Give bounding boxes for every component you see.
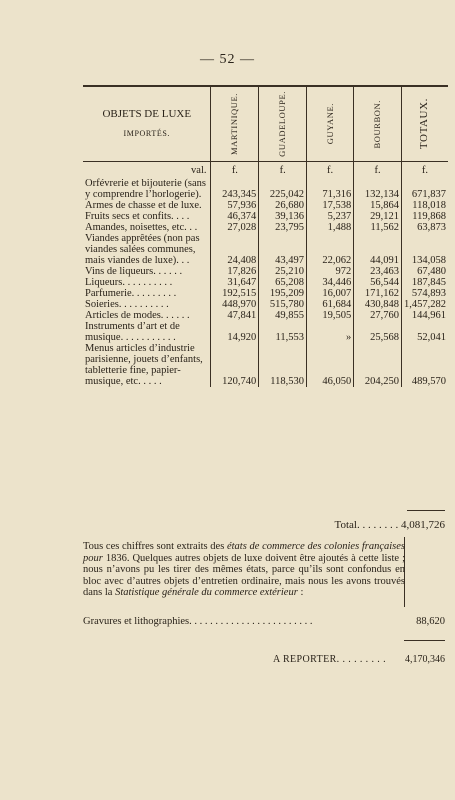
value-cell: 11,562	[354, 222, 402, 233]
row-total-cell: 671,837	[411, 189, 446, 200]
value-cell: 49,855	[259, 310, 307, 321]
value-cell: 515,780	[259, 299, 307, 310]
unit-cell: f.	[354, 162, 402, 179]
value-cell: 17,538	[307, 200, 354, 211]
value-cell: 25,210	[259, 266, 307, 277]
value-cell: 71,316	[307, 178, 354, 200]
value-cell: 204,250	[354, 343, 402, 387]
header-title-cell	[83, 86, 211, 162]
header-subtitle: IMPORTÉS.	[123, 129, 170, 138]
value-cell: 46,374	[211, 211, 259, 222]
total-rule	[407, 510, 445, 511]
gravures-value: 88,620	[416, 616, 445, 627]
units-row	[83, 162, 448, 179]
row-total-cell: 144,961	[411, 310, 446, 321]
value-cell: 972	[307, 266, 354, 277]
value-cell: 56,544	[354, 277, 402, 288]
value-cell: 25,568	[354, 321, 402, 343]
value-cell: 57,936	[211, 200, 259, 211]
unit-cell: f.	[421, 164, 429, 176]
table-body	[83, 178, 448, 387]
value-cell: 16,007	[307, 288, 354, 299]
column-header-guyane: GUYANE.	[307, 86, 354, 162]
unit-cell: f.	[259, 162, 307, 179]
value-cell: 23,795	[259, 222, 307, 233]
row-total-cell: 119,868	[412, 211, 446, 222]
value-cell: 132,134	[354, 178, 402, 200]
row-total-cell: 52,041	[417, 332, 446, 343]
luxury-imports-table	[83, 85, 448, 387]
value-cell: 27,760	[354, 310, 402, 321]
total-value: 4,081,726	[401, 519, 445, 531]
value-cell: 61,684	[307, 299, 354, 310]
row-total-cell: 67,480	[417, 266, 446, 277]
value-cell: 31,647	[211, 277, 259, 288]
column-header-martinique: MARTINIQUE.	[211, 86, 259, 162]
value-cell: 11,553	[259, 321, 307, 343]
header-title: OBJETS DE LUXE	[102, 108, 192, 120]
value-cell: 26,680	[259, 200, 307, 211]
report-rule	[404, 640, 445, 641]
row-label: Articles de modes. . . . . .	[83, 310, 211, 321]
column-header-guadeloupe: GUADELOUPE.	[259, 86, 307, 162]
value-cell: »	[307, 321, 354, 343]
value-cell: 225,042	[259, 178, 307, 200]
row-label: Menus articles d’industrie parisienne, jouets d’enfants, tabletterie fine, papier-musique, etc. . . . .	[83, 343, 211, 387]
value-cell: 47,841	[211, 310, 259, 321]
total-label: Total. . . . . . . .	[334, 519, 399, 531]
table-row	[83, 200, 448, 211]
value-cell: 65,208	[259, 277, 307, 288]
table-row	[83, 178, 448, 200]
table-row	[83, 233, 448, 266]
value-cell: 34,446	[307, 277, 354, 288]
value-cell: 44,091	[354, 233, 402, 266]
value-cell: 17,826	[211, 266, 259, 277]
row-total-cell: 63,873	[417, 222, 446, 233]
report-label: A REPORTER. . . . . . . . .	[273, 654, 386, 665]
units-label: val.	[83, 162, 211, 179]
value-cell: 15,864	[354, 200, 402, 211]
value-cell: 195,209	[259, 288, 307, 299]
report-line	[273, 654, 445, 665]
row-label: Viandes apprêtées (non pas viandes salées communes, mais viandes de luxe). . .	[83, 233, 211, 266]
row-label: Amandes, noisettes, etc. . .	[83, 222, 211, 233]
value-cell: 448,970	[211, 299, 259, 310]
value-cell: 120,740	[211, 343, 259, 387]
table-row	[83, 288, 448, 299]
row-total-cell: 1,457,282	[404, 299, 446, 310]
row-label: Soieries. . . . . . . . . .	[83, 299, 211, 310]
row-total-cell: 134,058	[411, 255, 446, 266]
value-cell: 5,237	[307, 211, 354, 222]
table-row	[83, 266, 448, 277]
row-label: Vins de liqueurs. . . . . .	[83, 266, 211, 277]
table-row	[83, 321, 448, 343]
table-row	[83, 277, 448, 288]
table-row	[83, 310, 448, 321]
value-cell: 118,530	[259, 343, 307, 387]
total-line	[233, 519, 445, 531]
value-cell: 243,345	[211, 178, 259, 200]
gravures-label: Gravures et lithographies. . . . . . . . . . . . . . . . . . . . . . . .	[83, 616, 313, 627]
table-row	[83, 299, 448, 310]
value-cell: 22,062	[307, 233, 354, 266]
value-cell: 23,463	[354, 266, 402, 277]
value-cell: 46,050	[307, 343, 354, 387]
row-total-cell: 118,018	[412, 200, 446, 211]
value-cell: 19,505	[307, 310, 354, 321]
row-total-cell: 489,570	[411, 376, 446, 387]
value-cell: 1,488	[307, 222, 354, 233]
table-header-row	[83, 86, 448, 162]
row-label: Orfévrerie et bijouterie (sans y comprendre l’horlogerie).	[83, 178, 211, 200]
value-cell: 29,121	[354, 211, 402, 222]
value-cell: 27,028	[211, 222, 259, 233]
value-cell: 39,136	[259, 211, 307, 222]
value-cell: 171,162	[354, 288, 402, 299]
report-value: 4,170,346	[405, 654, 445, 665]
table-row	[83, 343, 448, 387]
row-label: Fruits secs et confits. . . .	[83, 211, 211, 222]
row-label: Armes de chasse et de luxe.	[83, 200, 211, 211]
column-header-totaux: TOTAUX.	[401, 86, 448, 162]
row-label: Instruments d’art et de musique. . . . . . . . . . .	[83, 321, 211, 343]
row-total-cell: 187,845	[411, 277, 446, 288]
value-cell: 43,497	[259, 233, 307, 266]
row-label: Parfumerie. . . . . . . . .	[83, 288, 211, 299]
row-label: Liqueurs. . . . . . . . . .	[83, 277, 211, 288]
value-cell: 24,408	[211, 233, 259, 266]
table-row	[83, 211, 448, 222]
value-cell: 430,848	[354, 299, 402, 310]
gravures-line	[83, 616, 445, 627]
unit-cell: f.	[307, 162, 354, 179]
page-number: — 52 —	[200, 52, 255, 67]
source-note: Tous ces chiffres sont extraits des états de commerce des colonies françaises pour 1836. Quelques autres objets de luxe doivent être ajoutés à cette liste ; nous n’avons pu les tirer des mêmes états, parce qu’ils sont confondus en bloc avec d’autres objets d’entretien ordinaire, mais nous les avons trouvés dans la Statistique générale du commerce extérieur :	[83, 541, 405, 598]
unit-cell: f.	[211, 162, 259, 179]
table-row	[83, 222, 448, 233]
value-cell: 14,920	[211, 321, 259, 343]
value-cell: 192,515	[211, 288, 259, 299]
row-total-cell: 574,893	[411, 288, 446, 299]
column-header-bourbon: BOURBON.	[354, 86, 402, 162]
